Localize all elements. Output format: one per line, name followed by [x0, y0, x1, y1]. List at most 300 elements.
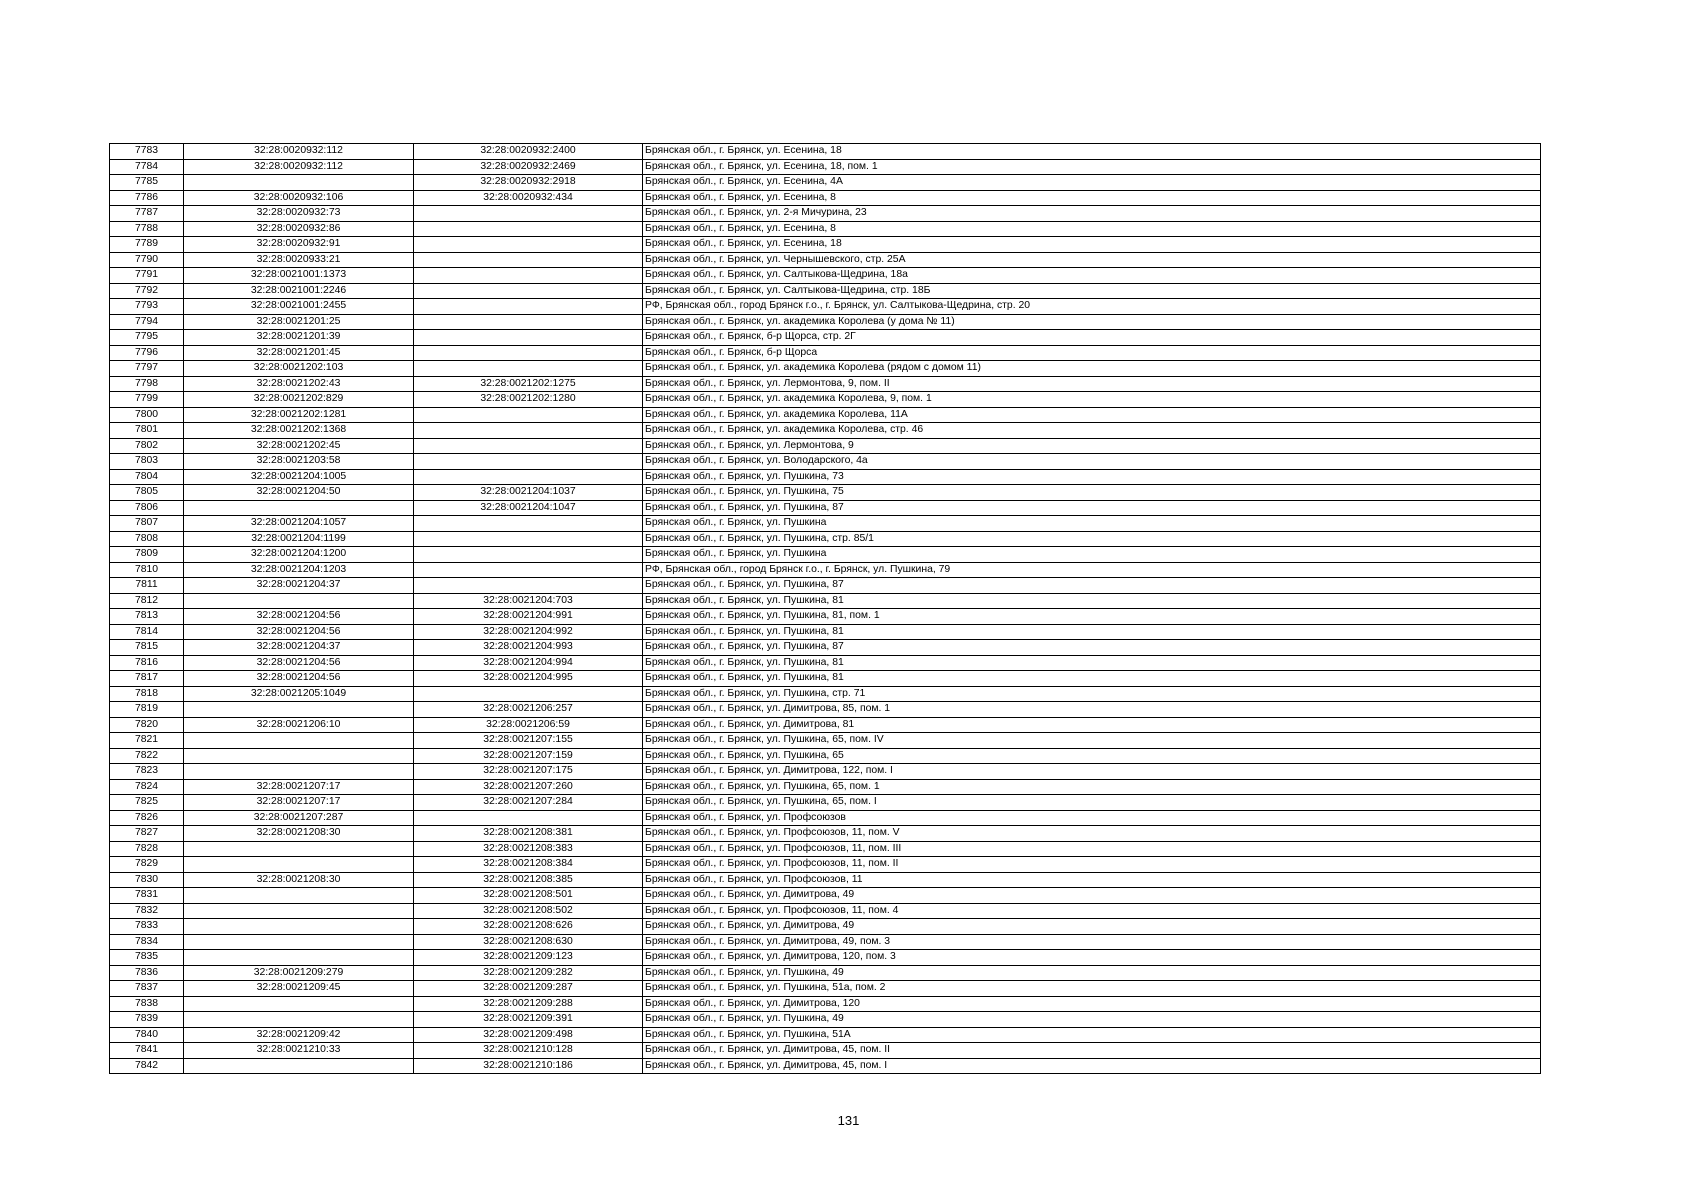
address-cell: Брянская обл., г. Брянск, ул. Есенина, 4А [643, 175, 1541, 191]
object-cadastral-number-cell: 32:28:0021207:159 [414, 748, 643, 764]
object-cadastral-number-cell: 32:28:0021204:992 [414, 624, 643, 640]
object-cadastral-number-cell: 32:28:0021202:1275 [414, 376, 643, 392]
table-row [110, 841, 1541, 857]
cadastral-number-cell: 32:28:0021204:1203 [184, 562, 414, 578]
cadastral-number-cell [184, 934, 414, 950]
table-row [110, 206, 1541, 222]
table-row [110, 857, 1541, 873]
table-row [110, 826, 1541, 842]
address-cell: Брянская обл., г. Брянск, ул. Димитрова, 45, пом. I [643, 1058, 1541, 1074]
object-cadastral-number-cell: 32:28:0020932:2400 [414, 144, 643, 160]
table-row [110, 686, 1541, 702]
row-number-cell: 7806 [110, 500, 184, 516]
object-cadastral-number-cell [414, 221, 643, 237]
address-cell: Брянская обл., г. Брянск, ул. Есенина, 8 [643, 190, 1541, 206]
address-cell: Брянская обл., г. Брянск, ул. академика Королева, 11А [643, 407, 1541, 423]
object-cadastral-number-cell [414, 516, 643, 532]
row-number-cell: 7793 [110, 299, 184, 315]
table-row [110, 609, 1541, 625]
object-cadastral-number-cell: 32:28:0021204:993 [414, 640, 643, 656]
row-number-cell: 7795 [110, 330, 184, 346]
cadastral-number-cell [184, 857, 414, 873]
row-number-cell: 7797 [110, 361, 184, 377]
cadastral-number-cell [184, 888, 414, 904]
cadastral-number-cell [184, 500, 414, 516]
cadastral-number-cell [184, 175, 414, 191]
address-cell: Брянская обл., г. Брянск, ул. академика Королева, 9, пом. 1 [643, 392, 1541, 408]
table-row [110, 175, 1541, 191]
cadastral-number-cell: 32:28:0021204:56 [184, 671, 414, 687]
cadastral-number-cell: 32:28:0021201:25 [184, 314, 414, 330]
table-row [110, 221, 1541, 237]
table-row [110, 345, 1541, 361]
row-number-cell: 7839 [110, 1012, 184, 1028]
cadastral-table [109, 143, 1541, 1074]
row-number-cell: 7783 [110, 144, 184, 160]
object-cadastral-number-cell: 32:28:0021208:502 [414, 903, 643, 919]
cadastral-number-cell: 32:28:0021202:103 [184, 361, 414, 377]
row-number-cell: 7815 [110, 640, 184, 656]
table-row [110, 965, 1541, 981]
address-cell: Брянская обл., г. Брянск, ул. Пушкина, 81, пом. 1 [643, 609, 1541, 625]
address-cell: Брянская обл., г. Брянск, ул. Салтыкова-Щедрина, 18а [643, 268, 1541, 284]
object-cadastral-number-cell: 32:28:0021209:498 [414, 1027, 643, 1043]
table-row [110, 299, 1541, 315]
cadastral-number-cell: 32:28:0020932:112 [184, 159, 414, 175]
object-cadastral-number-cell: 32:28:0021208:626 [414, 919, 643, 935]
table-row [110, 655, 1541, 671]
cadastral-number-cell: 32:28:0021207:287 [184, 810, 414, 826]
table-row [110, 578, 1541, 594]
row-number-cell: 7841 [110, 1043, 184, 1059]
address-cell: Брянская обл., г. Брянск, ул. Есенина, 18 [643, 237, 1541, 253]
row-number-cell: 7792 [110, 283, 184, 299]
table-row [110, 950, 1541, 966]
address-cell: Брянская обл., г. Брянск, ул. Димитрова, 49, пом. 3 [643, 934, 1541, 950]
row-number-cell: 7821 [110, 733, 184, 749]
object-cadastral-number-cell [414, 547, 643, 563]
address-cell: Брянская обл., г. Брянск, ул. Пушкина, 65, пом. I [643, 795, 1541, 811]
row-number-cell: 7826 [110, 810, 184, 826]
cadastral-number-cell [184, 733, 414, 749]
table-row [110, 702, 1541, 718]
address-cell: Брянская обл., г. Брянск, ул. Профсоюзов, 11, пом. III [643, 841, 1541, 857]
address-cell: Брянская обл., г. Брянск, ул. Пушкина [643, 547, 1541, 563]
cadastral-number-cell: 32:28:0021204:1200 [184, 547, 414, 563]
table-row [110, 934, 1541, 950]
object-cadastral-number-cell: 32:28:0021204:1047 [414, 500, 643, 516]
cadastral-number-cell: 32:28:0021207:17 [184, 795, 414, 811]
cadastral-number-cell [184, 593, 414, 609]
row-number-cell: 7787 [110, 206, 184, 222]
address-cell: Брянская обл., г. Брянск, ул. Лермонтова, 9 [643, 438, 1541, 454]
address-cell: Брянская обл., г. Брянск, ул. Профсоюзов, 11, пом. 4 [643, 903, 1541, 919]
address-cell: Брянская обл., г. Брянск, ул. Пушкина [643, 516, 1541, 532]
address-cell: Брянская обл., г. Брянск, ул. Пушкина, 49 [643, 965, 1541, 981]
object-cadastral-number-cell: 32:28:0021204:991 [414, 609, 643, 625]
object-cadastral-number-cell: 32:28:0021207:155 [414, 733, 643, 749]
table-row [110, 562, 1541, 578]
row-number-cell: 7818 [110, 686, 184, 702]
row-number-cell: 7804 [110, 469, 184, 485]
cadastral-number-cell: 32:28:0021208:30 [184, 872, 414, 888]
address-cell: Брянская обл., г. Брянск, ул. Есенина, 18 [643, 144, 1541, 160]
address-cell: Брянская обл., г. Брянск, ул. Пушкина, 81 [643, 593, 1541, 609]
address-cell: Брянская обл., г. Брянск, ул. Димитрова, 120, пом. 3 [643, 950, 1541, 966]
table-row [110, 190, 1541, 206]
row-number-cell: 7798 [110, 376, 184, 392]
row-number-cell: 7800 [110, 407, 184, 423]
object-cadastral-number-cell: 32:28:0021208:381 [414, 826, 643, 842]
address-cell: Брянская обл., г. Брянск, ул. Пушкина, 87 [643, 578, 1541, 594]
object-cadastral-number-cell: 32:28:0021208:384 [414, 857, 643, 873]
address-cell: Брянская обл., г. Брянск, ул. Димитрова, 85, пом. 1 [643, 702, 1541, 718]
address-cell: РФ, Брянская обл., город Брянск г.о., г. Брянск, ул. Салтыкова-Щедрина, стр. 20 [643, 299, 1541, 315]
object-cadastral-number-cell: 32:28:0020932:2918 [414, 175, 643, 191]
address-cell: Брянская обл., г. Брянск, ул. Пушкина, 65, пом. 1 [643, 779, 1541, 795]
cadastral-number-cell: 32:28:0021207:17 [184, 779, 414, 795]
row-number-cell: 7825 [110, 795, 184, 811]
row-number-cell: 7830 [110, 872, 184, 888]
table-row [110, 640, 1541, 656]
table-row [110, 748, 1541, 764]
table-row [110, 361, 1541, 377]
row-number-cell: 7785 [110, 175, 184, 191]
row-number-cell: 7820 [110, 717, 184, 733]
address-cell: Брянская обл., г. Брянск, ул. Пушкина, 73 [643, 469, 1541, 485]
object-cadastral-number-cell: 32:28:0021209:288 [414, 996, 643, 1012]
table-row [110, 376, 1541, 392]
object-cadastral-number-cell [414, 531, 643, 547]
row-number-cell: 7802 [110, 438, 184, 454]
row-number-cell: 7833 [110, 919, 184, 935]
row-number-cell: 7786 [110, 190, 184, 206]
table-row [110, 903, 1541, 919]
table-row [110, 671, 1541, 687]
table-body [110, 144, 1541, 1074]
table-row [110, 283, 1541, 299]
address-cell: Брянская обл., г. Брянск, ул. Димитрова, 120 [643, 996, 1541, 1012]
address-cell: Брянская обл., г. Брянск, б-р Щорса [643, 345, 1541, 361]
address-cell: Брянская обл., г. Брянск, ул. Пушкина, 49 [643, 1012, 1541, 1028]
row-number-cell: 7836 [110, 965, 184, 981]
cadastral-number-cell: 32:28:0021209:42 [184, 1027, 414, 1043]
cadastral-number-cell: 32:28:0021201:45 [184, 345, 414, 361]
object-cadastral-number-cell [414, 361, 643, 377]
row-number-cell: 7827 [110, 826, 184, 842]
object-cadastral-number-cell: 32:28:0021206:59 [414, 717, 643, 733]
row-number-cell: 7840 [110, 1027, 184, 1043]
object-cadastral-number-cell: 32:28:0021208:385 [414, 872, 643, 888]
cadastral-number-cell: 32:28:0020932:106 [184, 190, 414, 206]
object-cadastral-number-cell [414, 237, 643, 253]
object-cadastral-number-cell: 32:28:0021209:123 [414, 950, 643, 966]
row-number-cell: 7799 [110, 392, 184, 408]
row-number-cell: 7831 [110, 888, 184, 904]
table-row [110, 779, 1541, 795]
row-number-cell: 7812 [110, 593, 184, 609]
address-cell: Брянская обл., г. Брянск, ул. Пушкина, 87 [643, 640, 1541, 656]
cadastral-number-cell: 32:28:0021210:33 [184, 1043, 414, 1059]
cadastral-number-cell: 32:28:0021208:30 [184, 826, 414, 842]
address-cell: Брянская обл., г. Брянск, ул. Димитрова, 45, пом. II [643, 1043, 1541, 1059]
cadastral-number-cell: 32:28:0020932:91 [184, 237, 414, 253]
address-cell: Брянская обл., г. Брянск, ул. Пушкина, 75 [643, 485, 1541, 501]
address-cell: Брянская обл., г. Брянск, ул. Пушкина, 51а, пом. 2 [643, 981, 1541, 997]
row-number-cell: 7801 [110, 423, 184, 439]
cadastral-number-cell: 32:28:0021202:43 [184, 376, 414, 392]
object-cadastral-number-cell [414, 407, 643, 423]
table-row [110, 531, 1541, 547]
row-number-cell: 7837 [110, 981, 184, 997]
page-number: 131 [837, 1113, 860, 1128]
cadastral-number-cell [184, 919, 414, 935]
object-cadastral-number-cell: 32:28:0021210:128 [414, 1043, 643, 1059]
address-cell: Брянская обл., г. Брянск, ул. Пушкина, 87 [643, 500, 1541, 516]
object-cadastral-number-cell: 32:28:0021204:994 [414, 655, 643, 671]
table-row [110, 438, 1541, 454]
object-cadastral-number-cell [414, 268, 643, 284]
cadastral-number-cell: 32:28:0021202:1368 [184, 423, 414, 439]
object-cadastral-number-cell: 32:28:0020932:434 [414, 190, 643, 206]
object-cadastral-number-cell: 32:28:0021210:186 [414, 1058, 643, 1074]
cadastral-number-cell: 32:28:0021204:1005 [184, 469, 414, 485]
table-row [110, 888, 1541, 904]
cadastral-number-cell: 32:28:0020933:21 [184, 252, 414, 268]
table-row [110, 237, 1541, 253]
row-number-cell: 7788 [110, 221, 184, 237]
address-cell: Брянская обл., г. Брянск, ул. академика Королева (рядом с домом 11) [643, 361, 1541, 377]
object-cadastral-number-cell [414, 578, 643, 594]
object-cadastral-number-cell [414, 345, 643, 361]
cadastral-number-cell [184, 903, 414, 919]
address-cell: Брянская обл., г. Брянск, ул. Есенина, 8 [643, 221, 1541, 237]
cadastral-number-cell [184, 841, 414, 857]
object-cadastral-number-cell [414, 810, 643, 826]
object-cadastral-number-cell: 32:28:0021207:284 [414, 795, 643, 811]
cadastral-number-cell: 32:28:0021209:45 [184, 981, 414, 997]
cadastral-number-cell: 32:28:0021001:1373 [184, 268, 414, 284]
row-number-cell: 7808 [110, 531, 184, 547]
object-cadastral-number-cell: 32:28:0021209:282 [414, 965, 643, 981]
table-row [110, 500, 1541, 516]
cadastral-number-cell: 32:28:0021204:37 [184, 640, 414, 656]
address-cell: Брянская обл., г. Брянск, ул. Пушкина, стр. 85/1 [643, 531, 1541, 547]
address-cell: Брянская обл., г. Брянск, ул. Пушкина, 65 [643, 748, 1541, 764]
table-row [110, 159, 1541, 175]
object-cadastral-number-cell [414, 469, 643, 485]
row-number-cell: 7814 [110, 624, 184, 640]
table-row [110, 454, 1541, 470]
object-cadastral-number-cell [414, 252, 643, 268]
object-cadastral-number-cell: 32:28:0020932:2469 [414, 159, 643, 175]
cadastral-number-cell: 32:28:0020932:73 [184, 206, 414, 222]
object-cadastral-number-cell: 32:28:0021209:287 [414, 981, 643, 997]
table-row [110, 314, 1541, 330]
row-number-cell: 7813 [110, 609, 184, 625]
object-cadastral-number-cell: 32:28:0021208:383 [414, 841, 643, 857]
cadastral-number-cell: 32:28:0021204:56 [184, 609, 414, 625]
row-number-cell: 7832 [110, 903, 184, 919]
cadastral-number-cell: 32:28:0021209:279 [184, 965, 414, 981]
table-row [110, 810, 1541, 826]
object-cadastral-number-cell: 32:28:0021204:703 [414, 593, 643, 609]
address-cell: Брянская обл., г. Брянск, ул. Пушкина, стр. 71 [643, 686, 1541, 702]
row-number-cell: 7805 [110, 485, 184, 501]
object-cadastral-number-cell [414, 686, 643, 702]
cadastral-number-cell: 32:28:0021202:45 [184, 438, 414, 454]
address-cell: Брянская обл., г. Брянск, ул. Салтыкова-Щедрина, стр. 18Б [643, 283, 1541, 299]
row-number-cell: 7835 [110, 950, 184, 966]
object-cadastral-number-cell [414, 562, 643, 578]
row-number-cell: 7819 [110, 702, 184, 718]
address-cell: Брянская обл., г. Брянск, ул. Профсоюзов, 11 [643, 872, 1541, 888]
cadastral-number-cell [184, 702, 414, 718]
row-number-cell: 7784 [110, 159, 184, 175]
address-cell: Брянская обл., г. Брянск, ул. Димитрова, 49 [643, 919, 1541, 935]
table-row [110, 1043, 1541, 1059]
address-cell: Брянская обл., г. Брянск, ул. Лермонтова, 9, пом. II [643, 376, 1541, 392]
address-cell: Брянская обл., г. Брянск, ул. Володарского, 4а [643, 454, 1541, 470]
row-number-cell: 7822 [110, 748, 184, 764]
table-row [110, 485, 1541, 501]
cadastral-number-cell: 32:28:0021202:829 [184, 392, 414, 408]
table-row [110, 919, 1541, 935]
table-row [110, 1027, 1541, 1043]
address-cell: Брянская обл., г. Брянск, ул. Пушкина, 81 [643, 671, 1541, 687]
address-cell: Брянская обл., г. Брянск, ул. Профсоюзов, 11, пом. II [643, 857, 1541, 873]
cadastral-number-cell: 32:28:0021204:1057 [184, 516, 414, 532]
table-row [110, 252, 1541, 268]
cadastral-number-cell [184, 950, 414, 966]
object-cadastral-number-cell [414, 206, 643, 222]
address-cell: Брянская обл., г. Брянск, ул. Чернышевского, стр. 25А [643, 252, 1541, 268]
object-cadastral-number-cell: 32:28:0021204:1037 [414, 485, 643, 501]
table-row [110, 593, 1541, 609]
row-number-cell: 7823 [110, 764, 184, 780]
address-cell: Брянская обл., г. Брянск, ул. Пушкина, 81 [643, 655, 1541, 671]
cadastral-number-cell: 32:28:0021001:2455 [184, 299, 414, 315]
row-number-cell: 7838 [110, 996, 184, 1012]
cadastral-number-cell [184, 764, 414, 780]
table-row [110, 268, 1541, 284]
row-number-cell: 7829 [110, 857, 184, 873]
table-row [110, 764, 1541, 780]
object-cadastral-number-cell [414, 299, 643, 315]
table-row [110, 516, 1541, 532]
address-cell: Брянская обл., г. Брянск, ул. академика Королева, стр. 46 [643, 423, 1541, 439]
row-number-cell: 7817 [110, 671, 184, 687]
address-cell: Брянская обл., г. Брянск, ул. Димитрова, 81 [643, 717, 1541, 733]
address-cell: РФ, Брянская обл., город Брянск г.о., г. Брянск, ул. Пушкина, 79 [643, 562, 1541, 578]
address-cell: Брянская обл., г. Брянск, ул. Профсоюзов, 11, пом. V [643, 826, 1541, 842]
address-cell: Брянская обл., г. Брянск, ул. 2-я Мичурина, 23 [643, 206, 1541, 222]
object-cadastral-number-cell [414, 438, 643, 454]
object-cadastral-number-cell [414, 454, 643, 470]
row-number-cell: 7810 [110, 562, 184, 578]
cadastral-number-cell [184, 1012, 414, 1028]
table-row [110, 392, 1541, 408]
object-cadastral-number-cell: 32:28:0021206:257 [414, 702, 643, 718]
row-number-cell: 7816 [110, 655, 184, 671]
cadastral-number-cell: 32:28:0021204:56 [184, 655, 414, 671]
table-row [110, 795, 1541, 811]
row-number-cell: 7794 [110, 314, 184, 330]
table-row [110, 733, 1541, 749]
cadastral-number-cell [184, 1058, 414, 1074]
table-row [110, 996, 1541, 1012]
table-row [110, 981, 1541, 997]
object-cadastral-number-cell [414, 423, 643, 439]
cadastral-number-cell: 32:28:0021206:10 [184, 717, 414, 733]
row-number-cell: 7842 [110, 1058, 184, 1074]
row-number-cell: 7824 [110, 779, 184, 795]
address-cell: Брянская обл., г. Брянск, ул. Есенина, 18, пом. 1 [643, 159, 1541, 175]
cadastral-number-cell: 32:28:0020932:112 [184, 144, 414, 160]
table-row [110, 624, 1541, 640]
address-cell: Брянская обл., г. Брянск, ул. академика Королева (у дома № 11) [643, 314, 1541, 330]
cadastral-number-cell: 32:28:0021201:39 [184, 330, 414, 346]
address-cell: Брянская обл., г. Брянск, ул. Профсоюзов [643, 810, 1541, 826]
cadastral-number-cell: 32:28:0021203:58 [184, 454, 414, 470]
cadastral-number-cell: 32:28:0021205:1049 [184, 686, 414, 702]
object-cadastral-number-cell: 32:28:0021208:501 [414, 888, 643, 904]
row-number-cell: 7834 [110, 934, 184, 950]
cadastral-number-cell: 32:28:0021204:50 [184, 485, 414, 501]
table-row [110, 1058, 1541, 1074]
table-row [110, 423, 1541, 439]
object-cadastral-number-cell: 32:28:0021208:630 [414, 934, 643, 950]
table-row [110, 469, 1541, 485]
object-cadastral-number-cell [414, 330, 643, 346]
table-row [110, 547, 1541, 563]
cadastral-number-cell: 32:28:0021204:1199 [184, 531, 414, 547]
object-cadastral-number-cell [414, 314, 643, 330]
row-number-cell: 7809 [110, 547, 184, 563]
address-cell: Брянская обл., г. Брянск, б-р Щорса, стр. 2Г [643, 330, 1541, 346]
cadastral-number-cell: 32:28:0020932:86 [184, 221, 414, 237]
table-row [110, 407, 1541, 423]
object-cadastral-number-cell: 32:28:0021207:175 [414, 764, 643, 780]
cadastral-number-cell [184, 996, 414, 1012]
row-number-cell: 7803 [110, 454, 184, 470]
address-cell: Брянская обл., г. Брянск, ул. Пушкина, 51А [643, 1027, 1541, 1043]
cadastral-number-cell: 32:28:0021001:2246 [184, 283, 414, 299]
row-number-cell: 7791 [110, 268, 184, 284]
cadastral-number-cell [184, 748, 414, 764]
row-number-cell: 7807 [110, 516, 184, 532]
row-number-cell: 7828 [110, 841, 184, 857]
table-row [110, 144, 1541, 160]
object-cadastral-number-cell: 32:28:0021204:995 [414, 671, 643, 687]
table-row [110, 1012, 1541, 1028]
object-cadastral-number-cell [414, 283, 643, 299]
address-cell: Брянская обл., г. Брянск, ул. Пушкина, 81 [643, 624, 1541, 640]
object-cadastral-number-cell: 32:28:0021209:391 [414, 1012, 643, 1028]
address-cell: Брянская обл., г. Брянск, ул. Пушкина, 65, пом. IV [643, 733, 1541, 749]
cadastral-number-cell: 32:28:0021204:37 [184, 578, 414, 594]
address-cell: Брянская обл., г. Брянск, ул. Димитрова, 49 [643, 888, 1541, 904]
row-number-cell: 7811 [110, 578, 184, 594]
table-row [110, 872, 1541, 888]
address-cell: Брянская обл., г. Брянск, ул. Димитрова, 122, пом. I [643, 764, 1541, 780]
object-cadastral-number-cell: 32:28:0021202:1280 [414, 392, 643, 408]
row-number-cell: 7796 [110, 345, 184, 361]
cadastral-number-cell: 32:28:0021204:56 [184, 624, 414, 640]
cadastral-number-cell: 32:28:0021202:1281 [184, 407, 414, 423]
object-cadastral-number-cell: 32:28:0021207:260 [414, 779, 643, 795]
row-number-cell: 7789 [110, 237, 184, 253]
